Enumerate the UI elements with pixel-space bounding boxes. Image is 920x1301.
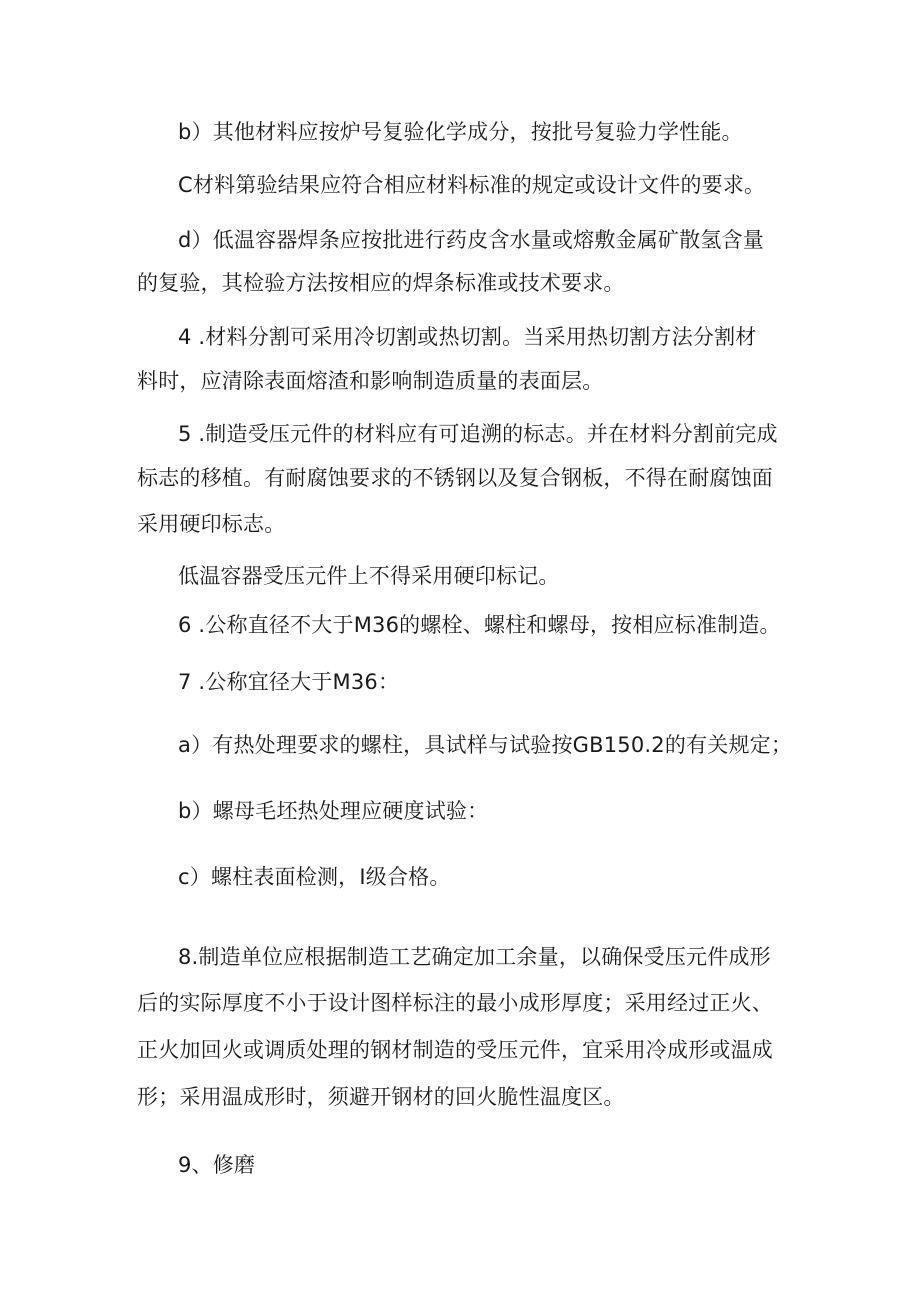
paragraph-line-d-1: d）低温容器焊条应按批进行药皮含水量或熔敷金属矿散氢含量 — [178, 228, 764, 252]
paragraph-line-8-4: 形；采用温成形时，须避开钢材的回火脆性温度区。 — [137, 1085, 625, 1109]
paragraph-line-8-3: 正火加回火或调质处理的钢材制造的受压元件，宜采用冷成形或温成 — [137, 1038, 773, 1062]
paragraph-line-5-3: 采用硬印标志。 — [137, 512, 286, 536]
paragraph-line-7c: c）螺柱表面检测，I级合格。 — [178, 865, 451, 889]
paragraph-line-7: 7 .公称宜径大于M36： — [178, 670, 400, 694]
paragraph-line-4-1: 4 .材料分割可采用冷切割或热切割。当采用热切割方法分割材 — [178, 325, 757, 349]
paragraph-line-b-1: b）其他材料应按炉号复验化学成分，按批号复验力学性能。 — [178, 120, 743, 144]
paragraph-line-low-temp: 低温容器受压元件上不得采用硬印标记。 — [178, 564, 560, 588]
paragraph-line-d-2: 的复验，其检验方法按相应的焊条标准或技术要求。 — [137, 271, 625, 295]
paragraph-line-8-1: 8.制造单位应根据制造工艺确定加工余量，以确保受压元件成形 — [178, 945, 771, 969]
paragraph-line-7b: b）螺母毛坯热处理应硬度试验： — [178, 799, 489, 823]
paragraph-line-4-2: 料时，应清除表面熔渣和影响制造质量的表面层。 — [137, 369, 604, 393]
paragraph-line-8-2: 后的实际厚度不小于设计图样标注的最小成形厚度；采用经过正火、 — [137, 991, 773, 1015]
paragraph-line-5-2: 标志的移植。有耐腐蚀要求的不锈钢以及复合钢板，不得在耐腐蚀面 — [137, 466, 773, 490]
paragraph-line-6: 6 .公称直径不大于M36的螺栓、螺柱和螺母，按相应标准制造。 — [178, 613, 781, 637]
paragraph-line-5-1: 5 .制造受压元件的材料应有可追溯的标志。并在材料分割前完成 — [178, 422, 778, 446]
paragraph-line-c-1: C材料第验结果应符合相应材料标准的规定或设计文件的要求。 — [178, 173, 766, 197]
paragraph-line-7a: a）有热处理要求的螺柱，具试样与试验按GB150.2的有关规定； — [178, 733, 793, 757]
paragraph-line-9: 9、修磨 — [178, 1153, 256, 1177]
